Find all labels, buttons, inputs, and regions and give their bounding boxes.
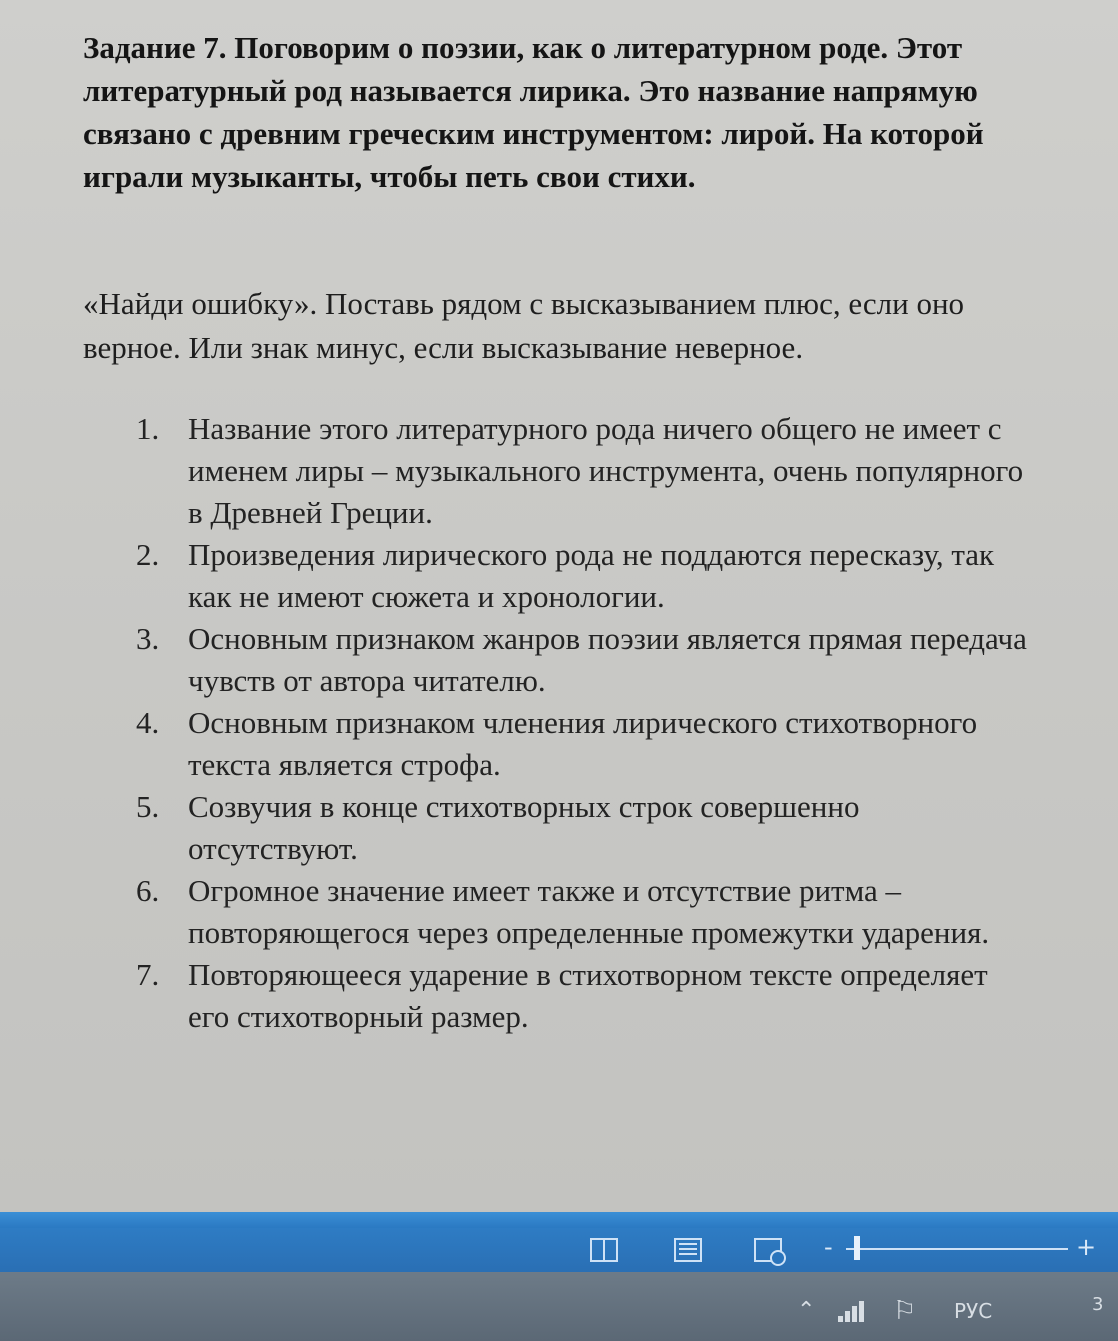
statements-list [130, 408, 1030, 1038]
list-item-text: Основным признаком членения лирического стихотворного текста является строфа. [188, 705, 978, 782]
list-item-text: Огромное значение имеет также и отсутствие ритма – повторяющегося через определенные промежутки ударения. [188, 873, 990, 950]
list-item-number: 1. [136, 411, 160, 446]
action-center-flag-icon[interactable]: ⚐ [893, 1296, 917, 1326]
window-bottom-edge [0, 1212, 1118, 1228]
instruction-paragraph: «Найди ошибку». Поставь рядом с высказыванием плюс, если оно верное. Или знак минус, если высказывание неверное. [83, 286, 965, 365]
list-item-text: Название этого литературного рода ничего общего не имеет с именем лиры – музыкального инструмента, очень популярного в Древней Греции. [188, 411, 1024, 530]
list-item-text: Произведения лирического рода не поддаются пересказу, так как не имеют сюжета и хронологии. [188, 537, 995, 614]
list-item [130, 786, 1030, 870]
list-item-number: 5. [136, 789, 160, 824]
list-item [130, 954, 1030, 1038]
list-item-number: 3. [136, 621, 160, 656]
list-item [130, 870, 1030, 954]
zoom-out-button[interactable]: - [824, 1233, 833, 1261]
zoom-slider[interactable] [846, 1248, 1068, 1250]
list-item [130, 408, 1030, 534]
status-bar [0, 1228, 1118, 1272]
taskbar [0, 1272, 1118, 1341]
task-heading: Задание 7. Поговорим о поэзии, как о литературном роде. Этот литературный род называется лирика. Это название напрямую связано с древним греческим инструментом: лирой. На которой играли музыканты, чтобы петь свои стихи. [83, 30, 984, 194]
list-item-text: Созвучия в конце стихотворных строк совершенно отсутствуют. [188, 789, 860, 866]
language-indicator[interactable]: РУС [954, 1299, 993, 1323]
list-item-text: Основным признаком жанров поэзии является прямая передача чувств от автора читателю. [188, 621, 1027, 698]
clock[interactable]: 3 [1092, 1294, 1104, 1315]
list-item [130, 534, 1030, 618]
show-hidden-icons-icon[interactable]: ⌃ [797, 1298, 816, 1323]
list-item-text: Повторяющееся ударение в стихотворном тексте определяет его стихотворный размер. [188, 957, 988, 1034]
network-signal-icon[interactable] [838, 1300, 870, 1322]
zoom-in-button[interactable]: + [1076, 1233, 1097, 1261]
list-item-number: 4. [136, 705, 160, 740]
list-item-number: 2. [136, 537, 160, 572]
read-mode-icon[interactable] [590, 1238, 618, 1262]
list-item [130, 702, 1030, 786]
list-item-number: 6. [136, 873, 160, 908]
web-layout-icon[interactable] [754, 1238, 782, 1262]
list-item-number: 7. [136, 957, 160, 992]
list-item [130, 618, 1030, 702]
zoom-slider-thumb[interactable] [854, 1236, 860, 1260]
print-layout-icon[interactable] [674, 1238, 702, 1262]
